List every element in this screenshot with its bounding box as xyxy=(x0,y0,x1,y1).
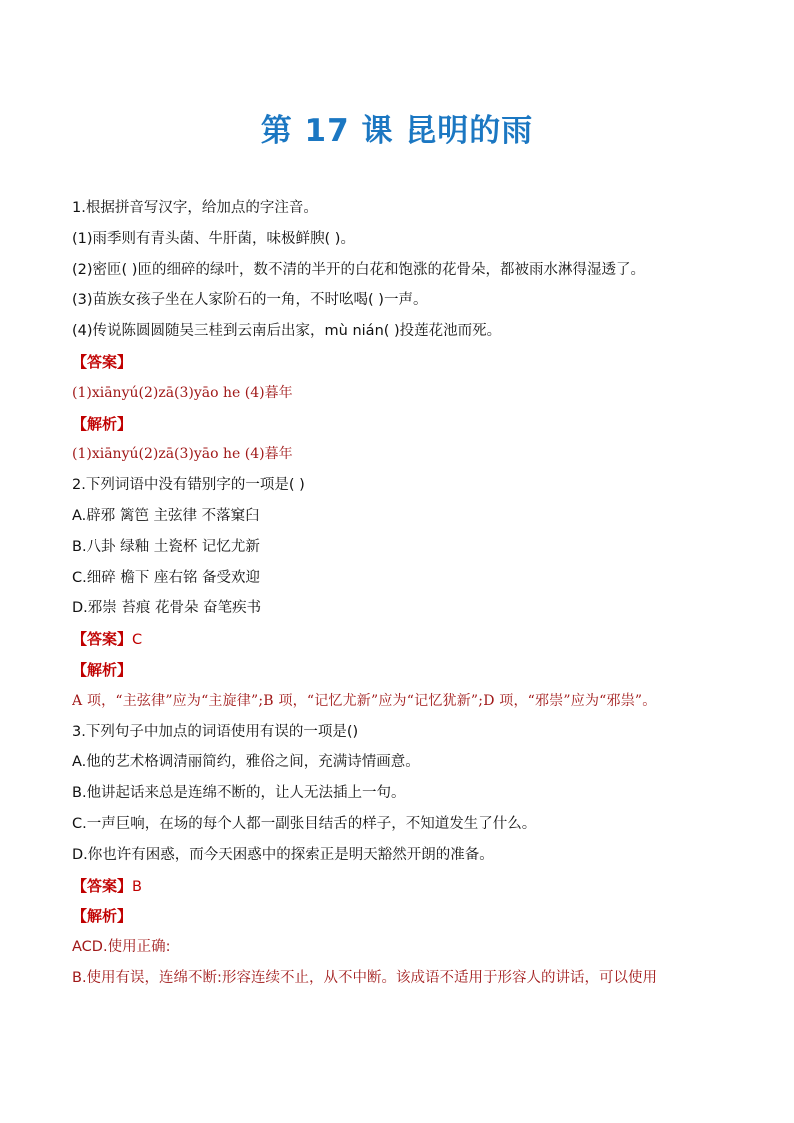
question-2-answer-row xyxy=(72,624,724,655)
question-1-item-2: (2)密匝( )匝的细碎的绿叶，数不清的半开的白花和饱涨的花骨朵，都被雨水淋得湿透了。 xyxy=(72,261,645,278)
document-content xyxy=(72,193,724,994)
question-3-analysis-line-1: ACD.使用正确: xyxy=(72,939,171,956)
question-1-prompt: 1.根据拼音写汉字，给加点的字注音。 xyxy=(72,200,318,216)
question-2-answer: C xyxy=(132,632,143,649)
question-2-analysis-tag: 【解析】 xyxy=(72,660,133,679)
question-3-analysis-line-2: B.使用有误，连绵不断:形容连续不止，从不中断。该成语不适用于形容人的讲话，可以使用 xyxy=(72,969,657,986)
question-2-option-a: A.辟邪 篱笆 主弦律 不落窠臼 xyxy=(72,507,260,524)
question-3-option-d: D.你也许有困惑，而今天困惑中的探索正是明天豁然开朗的准备。 xyxy=(72,846,494,863)
question-2-option-c: C.细碎 檐下 座右铭 备受欢迎 xyxy=(72,569,261,586)
question-3-answer-tag: 【答案】 xyxy=(72,876,133,895)
question-3-answer: B xyxy=(132,878,142,895)
question-2-option-b: B.八卦 绿釉 土瓷杯 记忆尤新 xyxy=(72,538,260,555)
question-1-item-3: (3)苗族女孩子坐在人家阶石的一角，不时吆喝( )一声。 xyxy=(72,292,428,309)
question-3-option-b: B.他讲起话来总是连绵不断的，让人无法插上一句。 xyxy=(72,785,406,802)
question-1-item-1: (1)雨季则有青头菌、牛肝菌，味极鲜腴( )。 xyxy=(72,230,355,247)
question-3-prompt: 3.下列句子中加点的词语使用有误的一项是() xyxy=(72,723,359,740)
question-2-option-d: D.邪崇 苔痕 花骨朵 奋笔疾书 xyxy=(72,600,262,617)
question-2-answer-tag: 【答案】 xyxy=(72,630,133,649)
page-title: 第 17 课 昆明的雨 xyxy=(260,113,534,149)
question-1-analysis-tag: 【解析】 xyxy=(72,414,133,433)
question-3-option-a: A.他的艺术格调清丽简约，雅俗之间，充满诗情画意。 xyxy=(72,754,420,771)
question-1-item-4: (4)传说陈圆圆随吴三桂到云南后出家，mù nián( )投莲花池而死。 xyxy=(72,323,502,340)
question-1-analysis: (1)xiānyú(2)zā(3)yāo he (4)暮年 xyxy=(72,446,293,463)
question-2-analysis: A 项，“主弦律”应为“主旋律”;B 项，“记忆尤新”应为“记忆犹新”;D 项，“邪崇”应为“邪祟”。 xyxy=(72,692,657,709)
question-1-answer: (1)xiānyú(2)zā(3)yāo he (4)暮年 xyxy=(72,384,293,401)
question-1-answer-tag: 【答案】 xyxy=(72,352,133,371)
question-3-analysis-tag: 【解析】 xyxy=(72,907,133,926)
question-2-prompt: 2.下列词语中没有错别字的一项是( ) xyxy=(72,477,305,494)
question-3-answer-row xyxy=(72,871,724,902)
question-3-option-c: C.一声巨响，在场的每个人都一副张目结舌的样子，不知道发生了什么。 xyxy=(72,815,537,832)
